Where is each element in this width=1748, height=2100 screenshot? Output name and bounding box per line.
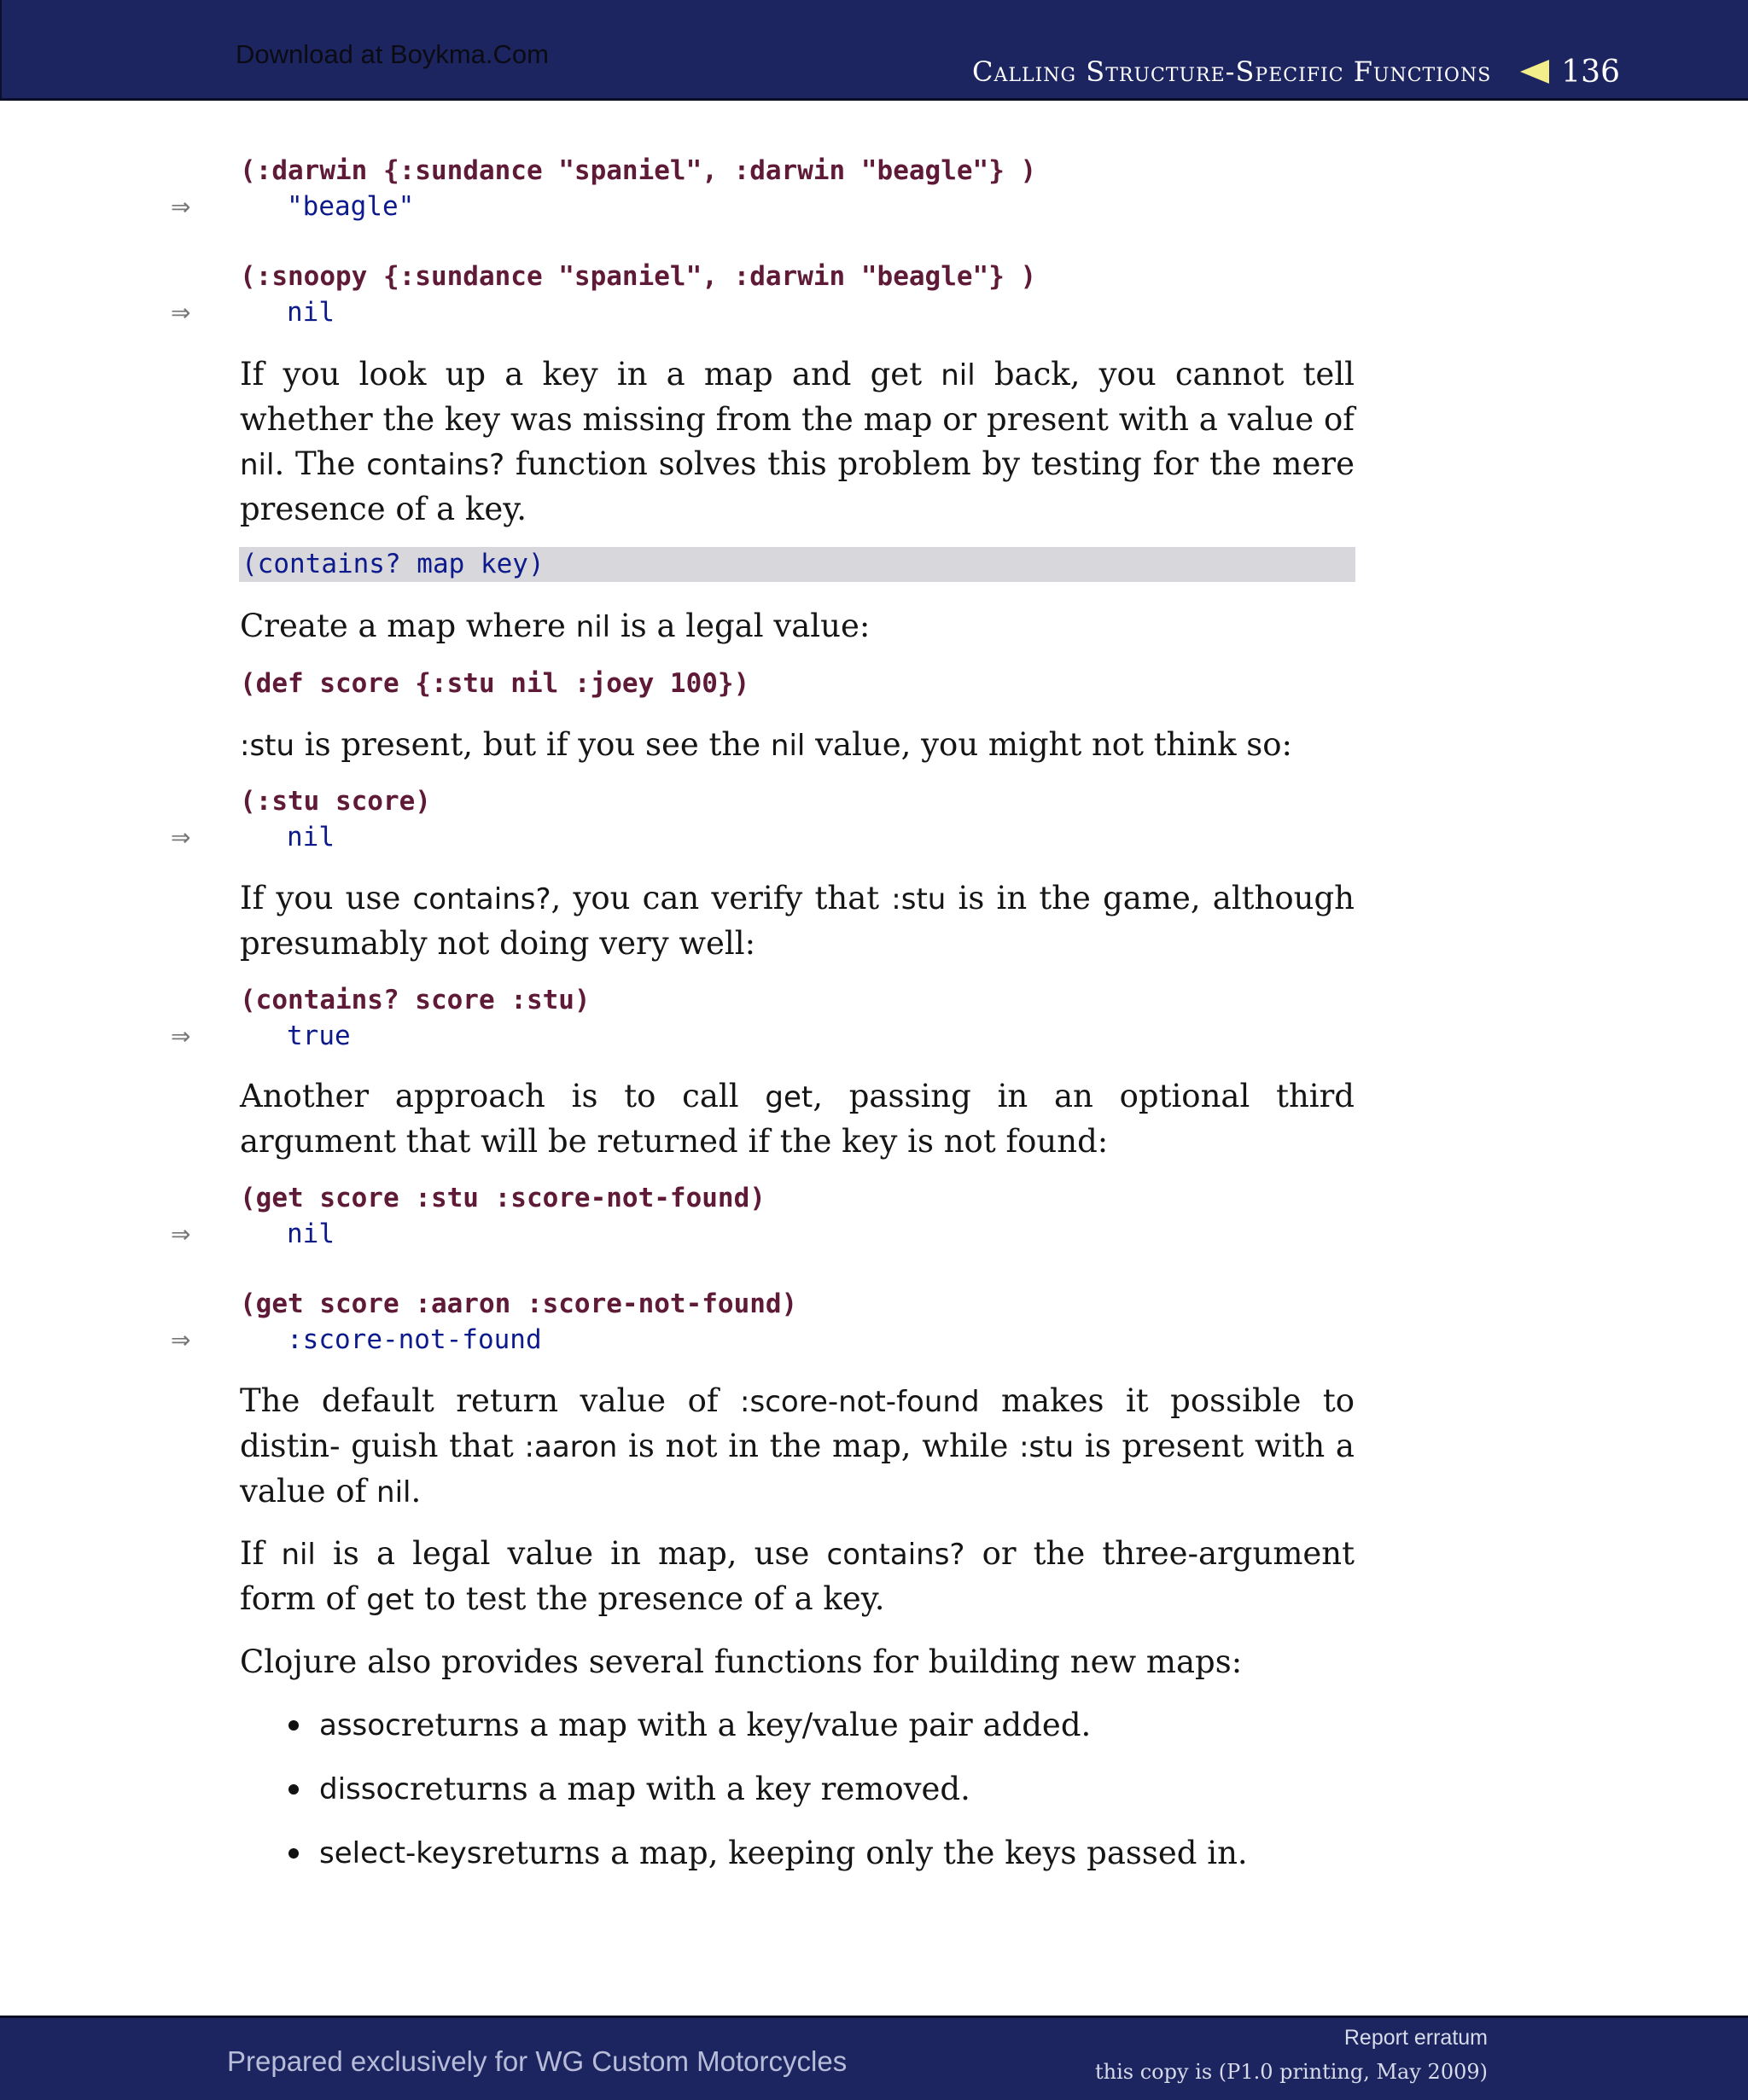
code-line: (contains? score :stu) [240,985,591,1015]
code-result: :score-not-found [287,1324,542,1355]
code-result: true [287,1021,351,1051]
paragraph [240,1074,1355,1164]
copy-info: this copy is (P1.0 printing, May 2009) [1095,2060,1488,2084]
text: , you can verify that [551,880,892,916]
text: . The [274,445,367,482]
inline-code: select-keys [319,1836,482,1870]
text: . [411,1473,422,1510]
code-line: (:stu score) [240,786,431,817]
text: If you use [240,880,413,916]
paragraph [240,1532,1355,1622]
text: value, you might not think so: [805,726,1292,763]
text: is present, but if you see the [294,726,771,763]
inline-code: nil [281,1538,316,1572]
text: is in the game, although presumably not doing very well: [240,880,1355,962]
section-title[interactable]: Calling Structure-Specific Functions [972,55,1492,88]
text: The default return value of [240,1382,741,1419]
prepared-for-text: Prepared exclusively for WG Custom Motorcycles [227,2045,848,2077]
inline-code: :stu [1019,1430,1075,1464]
inline-code: nil [770,729,806,763]
list-item [288,1703,1091,1748]
result-arrow-icon: ⇒ [171,299,191,327]
list-item [288,1767,970,1812]
page-footer [0,2016,1748,2100]
code-line: (:snoopy {:sundance "spaniel", :darwin "beagle"} ) [240,261,1037,292]
text: to test the presence of a key. [414,1580,885,1617]
back-arrow-icon[interactable] [1520,60,1549,84]
inline-code: get [765,1080,813,1114]
paragraph [240,876,1355,966]
text: is not in the map, while [617,1428,1020,1464]
inline-code: assoc [319,1708,401,1742]
text: is a legal value in map, use [315,1535,827,1572]
code-line: (:darwin {:sundance "spaniel", :darwin "beagle"} ) [240,155,1037,186]
inline-code: nil [941,358,976,393]
text: or the three-argument form of [240,1535,1355,1617]
text: is present with a value of [240,1428,1355,1510]
result-arrow-icon: ⇒ [171,1326,191,1354]
paragraph [240,352,1355,532]
inline-code: :stu [240,729,295,763]
result-arrow-icon: ⇒ [171,1220,191,1248]
text: , passing in an optional third argument that will be returned if the key is not found: [240,1078,1355,1160]
paragraph [240,1379,1355,1515]
running-header [972,53,1620,90]
text: returns a map with a key/value pair added. [400,1707,1092,1743]
result-arrow-icon: ⇒ [171,1022,191,1050]
page-number: 136 [1561,54,1620,90]
list-item [288,1831,1248,1876]
inline-code: nil [240,448,275,482]
code-result: "beagle" [287,191,415,222]
text: makes it possible to distin- guish that [240,1382,1355,1464]
report-erratum-link[interactable]: Report erratum [1343,2026,1488,2050]
text: function solves this problem by testing for the mere presence of a key. [240,445,1355,527]
inline-code: contains? [412,882,551,916]
inline-code: :aaron [524,1430,618,1464]
page-header [0,0,1748,101]
text: If you look up a key in a map and get [240,356,941,393]
result-arrow-icon: ⇒ [171,193,191,221]
inline-code: contains? [826,1538,965,1572]
download-watermark: Download at Boykma.Com [236,39,549,69]
code-line: (get score :aaron :score-not-found) [240,1289,798,1319]
code-line: (def score {:stu nil :joey 100}) [240,668,750,699]
bullet-icon [288,1848,299,1859]
text: returns a map with a key removed. [409,1771,970,1807]
inline-code: dissoc [319,1772,410,1806]
result-arrow-icon: ⇒ [171,823,191,852]
paragraph: Clojure also provides several functions for building new maps: [240,1643,1243,1680]
inline-code: get [366,1583,415,1617]
code-result: nil [287,822,335,852]
inline-code: :stu [891,882,947,916]
bullet-icon [288,1784,299,1795]
code-result: nil [287,297,335,328]
code-line: (get score :stu :score-not-found) [240,1183,766,1213]
text: back, you cannot tell whether the key was missing from the map or present with a value of [240,356,1355,438]
text: Another approach is to call [240,1078,766,1114]
code-result: nil [287,1219,335,1249]
inline-code: contains? [366,448,505,482]
inline-code: nil [376,1475,411,1510]
bullet-icon [288,1720,299,1731]
inline-code: :score-not-found [740,1385,980,1419]
text: is a legal value: [610,608,871,644]
text: returns a map, keeping only the keys passed in. [481,1835,1248,1871]
text: If [240,1535,282,1572]
function-signature: (contains? map key) [242,549,545,579]
paragraph [240,604,1355,649]
inline-code: nil [575,610,611,644]
paragraph [240,723,1355,768]
text: Create a map where [240,608,576,644]
